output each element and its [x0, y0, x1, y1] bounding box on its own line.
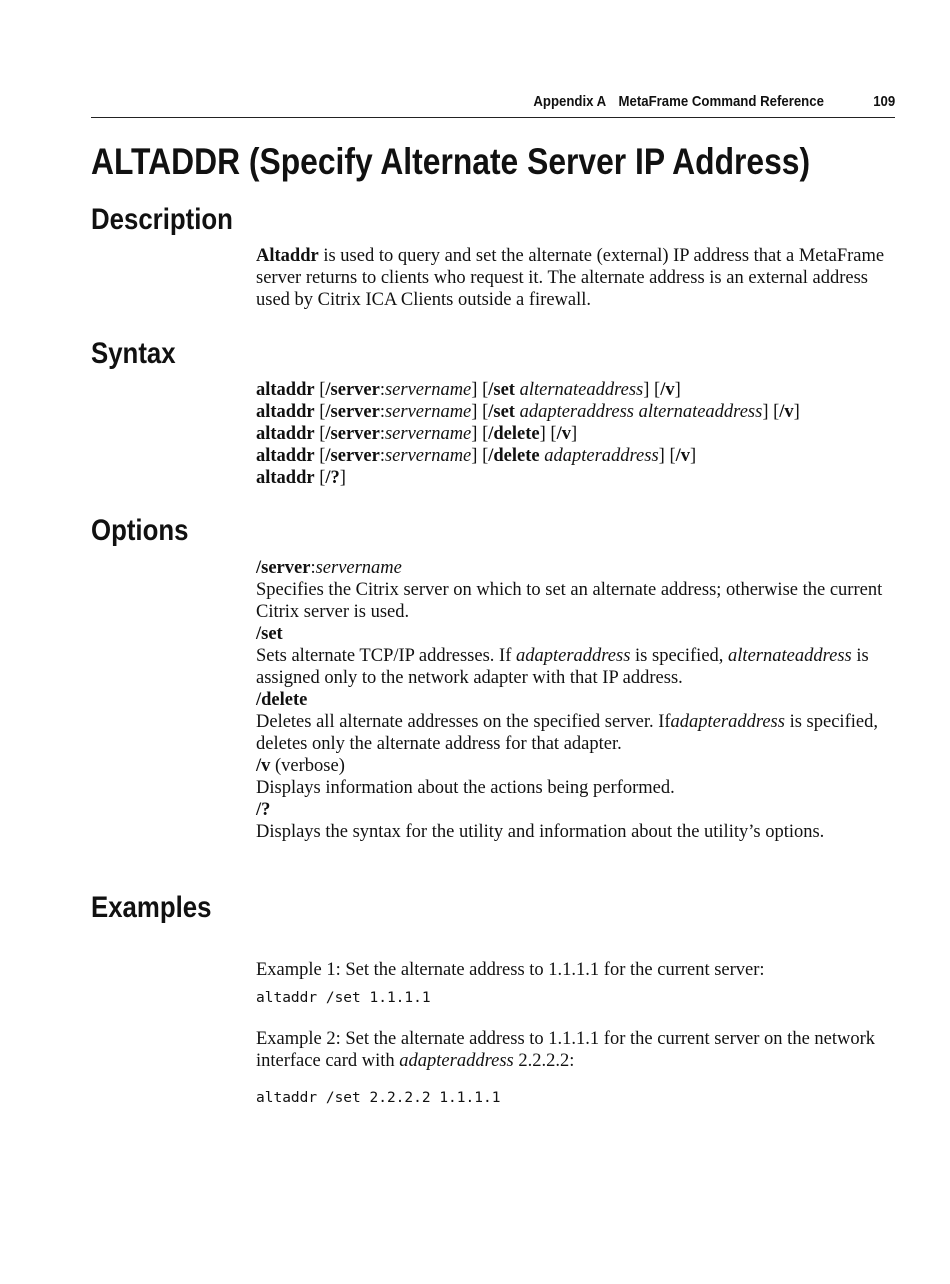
option-desc-set: Sets alternate TCP/IP addresses. If adapteraddress is specified, alternateaddress is assigned only to the network adapter with that IP address. [256, 646, 869, 688]
page-title: ALTADDR (Specify Alternate Server IP Address) [91, 141, 811, 182]
syntax-line: altaddr [/server:servername] [/set alternateaddress] [/v] [256, 380, 681, 400]
option-term-set: /set [256, 624, 283, 644]
syntax-heading: Syntax [91, 337, 176, 370]
page-number: 109 [872, 93, 895, 110]
option-term-help: /? [256, 800, 271, 820]
example-2 [256, 1028, 896, 1109]
syntax-line: altaddr [/server:servername] [/delete] [/v] [256, 424, 578, 444]
example-2-text: Example 2: Set the alternate address to 1.1.1.1 for the current server on the network interface card with adapteraddress 2.2.2.2: [256, 1029, 876, 1071]
option-desc-delete: Deletes all alternate addresses on the specified server. Ifadapteraddress is specified, deletes only the alternate address for that adapter. [256, 712, 878, 754]
chapter-title: MetaFrame Command Reference [618, 93, 824, 110]
appendix-label: Appendix A [533, 93, 606, 110]
description-heading: Description [91, 203, 233, 236]
option-term-delete: /delete [256, 690, 308, 710]
examples-heading: Examples [91, 891, 212, 924]
syntax-line: altaddr [/?] [256, 468, 346, 488]
example-1-text: Example 1: Set the alternate address to 1.1.1.1 for the current server: [256, 960, 765, 980]
options-heading: Options [91, 514, 189, 547]
description-text: is used to query and set the alternate (external) IP address that a MetaFrame server returns to clients who request it. The alternate address is an external address used by Citrix ICA Clients outside a firewall. [256, 246, 885, 310]
option-desc-server: Specifies the Citrix server on which to set an alternate address; otherwise the current Citrix server is used. [256, 580, 883, 622]
description-paragraph [256, 245, 896, 311]
example-1-code: altaddr /set 1.1.1.1 [256, 990, 431, 1006]
description-section [256, 245, 896, 311]
option-term-verbose: /v (verbose) [256, 756, 345, 776]
syntax-section [256, 379, 896, 489]
command-name: Altaddr [256, 246, 319, 266]
option-desc-help: Displays the syntax for the utility and information about the utility’s options. [256, 822, 825, 842]
options-section [256, 557, 896, 843]
syntax-line: altaddr [/server:servername] [/set adapteraddress alternateaddress] [/v] [256, 402, 800, 422]
example-1 [256, 959, 896, 1009]
syntax-lines [256, 379, 896, 489]
option-term-server: /server:servername [256, 558, 402, 578]
example-2-code: altaddr /set 2.2.2.2 1.1.1.1 [256, 1090, 501, 1106]
running-header-text [533, 93, 895, 110]
syntax-line: altaddr [/server:servername] [/delete adapteraddress] [/v] [256, 446, 697, 466]
option-desc-verbose: Displays information about the actions being performed. [256, 778, 675, 798]
option-term-arg: servername [315, 558, 402, 578]
running-header [91, 93, 895, 118]
